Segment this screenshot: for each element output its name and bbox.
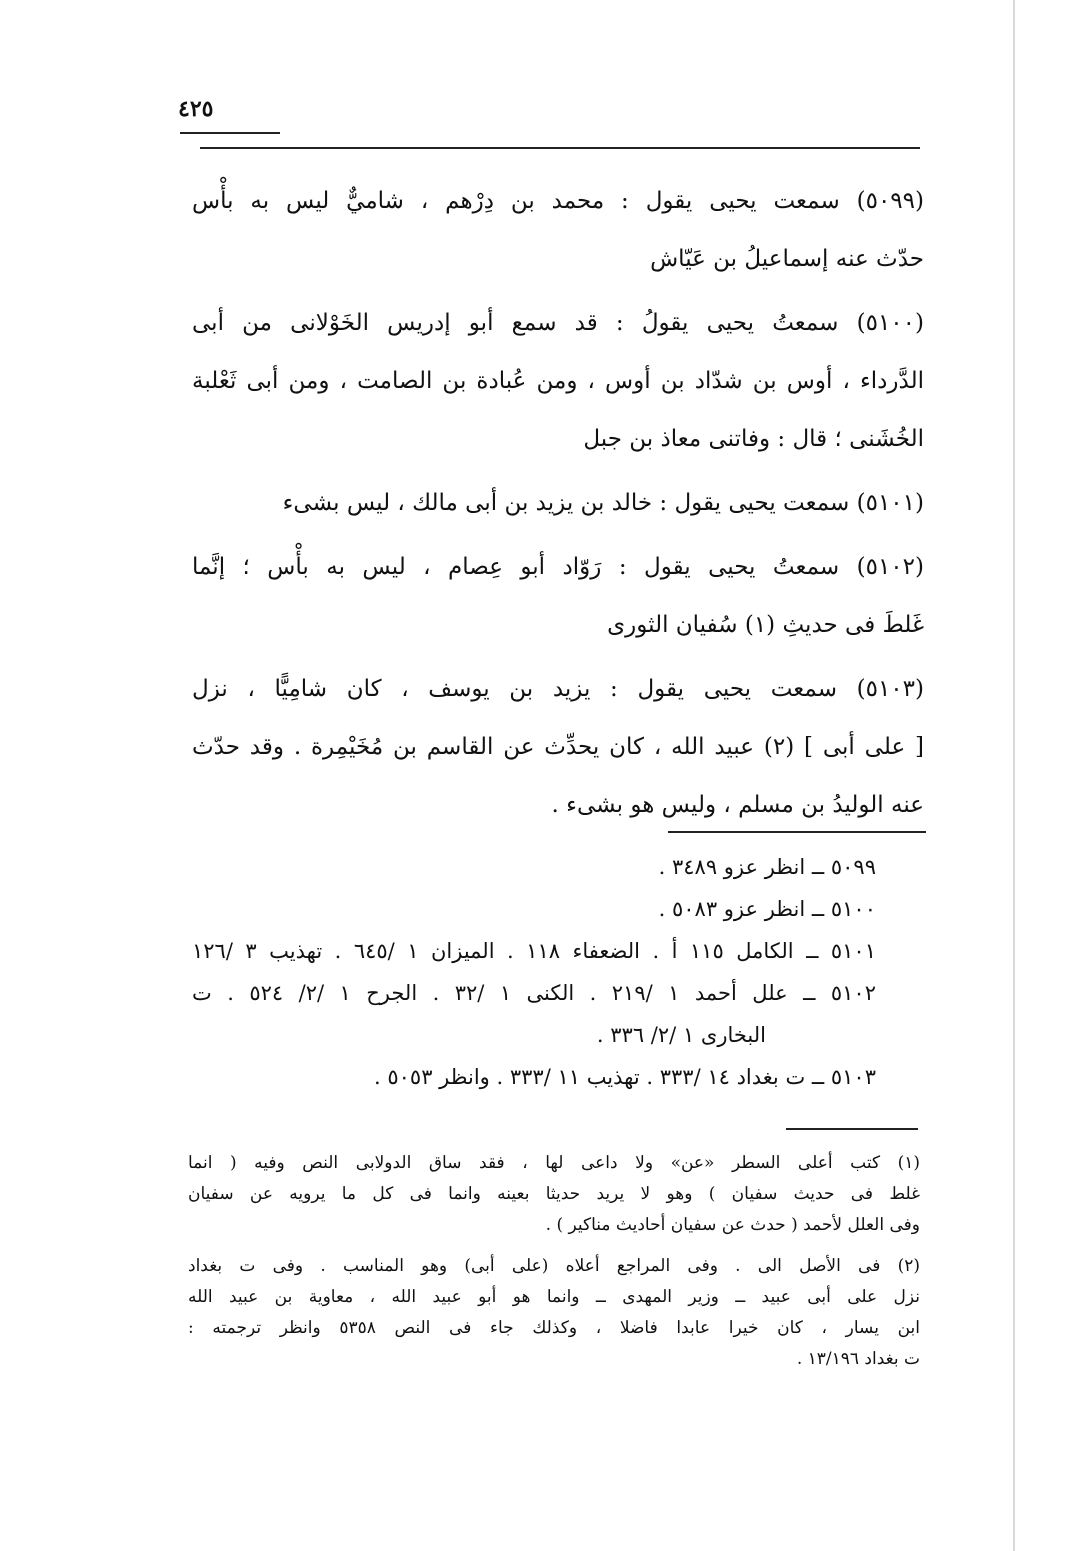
references <box>192 846 876 1098</box>
footnote-rule <box>786 1128 918 1130</box>
text-line: (٥١٠٠) سمعتُ يحيى يقولُ : قد سمع أبو إدريس الخَوْلانى من أبى <box>192 310 924 336</box>
text-line: (٥١٠٢) سمعتُ يحيى يقول : رَوّاد أبو عِصام ، ليس به بأْس ؛ إنَّما <box>192 554 924 580</box>
footnote-line: (١) كتب أعلى السطر «عن» ولا داعى لها ، فقد ساق الدولابى النص وفيه ( انما <box>188 1153 920 1173</box>
footnotes <box>188 1148 920 1385</box>
reference-line: ٥١٠٠ ــ انظر عزو ٥٠٨٣ . <box>658 897 876 921</box>
text-line: حدّث عنه إسماعيلُ بن عَيّاش <box>650 246 924 272</box>
footnote-line: نزل على أبى عبيد ــ وزير المهدى ــ وانما هو أبو عبيد الله ، معاوية بن عبيد الله <box>188 1287 920 1307</box>
entry-5101 <box>192 474 924 532</box>
footnote-line: وفى العلل لأحمد ( حدث عن سفيان أحاديث مناكير ) . <box>545 1215 920 1235</box>
text-line: الخُشَنى ؛ قال : وفاتنى معاذ بن جبل <box>583 426 924 452</box>
reference-line: ٥٠٩٩ ــ انظر عزو ٣٤٨٩ . <box>658 855 876 879</box>
references-rule <box>668 831 926 833</box>
text-line: الدَّرداء ، أوس بن شدّاد بن أوس ، ومن عُبادة بن الصامت ، ومن أبى ثَعْلبة <box>192 368 924 394</box>
footnote-2 <box>188 1251 920 1375</box>
entry-5103 <box>192 660 924 834</box>
reference-line: ٥١٠١ ــ الكامل ١١٥ أ . الضعفاء ١١٨ . الميزان ١ /٦٤٥ . تهذيب ٣ /١٢٦ <box>192 939 876 963</box>
page-number: ٤٢٥ <box>178 96 214 122</box>
main-text <box>192 172 924 840</box>
footnote-line: ت بغداد ١٣/١٩٦ . <box>796 1349 920 1369</box>
entry-5099 <box>192 172 924 288</box>
header-rule-short <box>180 132 280 134</box>
page-edge <box>1013 0 1015 1551</box>
footnote-line: غلط فى حديث سفيان ) وهو لا يريد حديثا بعينه وانما فى كل ما يرويه عن سفيان <box>188 1184 920 1204</box>
footnote-line: (٢) فى الأصل الى . وفى المراجع أعلاه (على أبى) وهو المناسب . وفى ت بغداد <box>188 1256 920 1276</box>
text-line: [ على أبى ] (٢) عبيد الله ، كان يحدِّث عن القاسم بن مُخَيْمِرة . وقد حدّث <box>192 734 924 760</box>
text-line: (٥٠٩٩) سمعت يحيى يقول : محمد بن دِرْهم ، شاميٌّ ليس به بأْس <box>192 188 924 214</box>
entry-5100 <box>192 294 924 468</box>
text-line: (٥١٠١) سمعت يحيى يقول : خالد بن يزيد بن أبى مالك ، ليس بشىء <box>282 490 924 516</box>
text-line: (٥١٠٣) سمعت يحيى يقول : يزيد بن يوسف ، كان شامِيًّا ، نزل <box>192 676 924 702</box>
footnote-line: ابن يسار ، كان خيرا عابدا فاضلا ، وكذلك جاء فى النص ٥٣٥٨ وانظر ترجمته : <box>188 1318 920 1338</box>
reference-line: البخارى ١ /٢/ ٣٣٦ . <box>596 1023 766 1047</box>
reference-line: ٥١٠٣ ــ ت بغداد ١٤ /٣٣٣ . تهذيب ١١ /٣٣٣ . وانظر ٥٠٥٣ . <box>374 1065 876 1089</box>
entry-5102 <box>192 538 924 654</box>
header-rule <box>200 147 920 149</box>
reference-line: ٥١٠٢ ــ علل أحمد ١ /٢١٩ . الكنى ١ /٣٢ . الجرح ١ /٢/ ٥٢٤ . ت <box>192 981 876 1005</box>
text-line: غَلطَ فى حديثِ (١) سُفيان الثورى <box>607 612 924 638</box>
text-line: عنه الوليدُ بن مسلم ، وليس هو بشىء . <box>551 792 924 818</box>
footnote-1 <box>188 1148 920 1241</box>
